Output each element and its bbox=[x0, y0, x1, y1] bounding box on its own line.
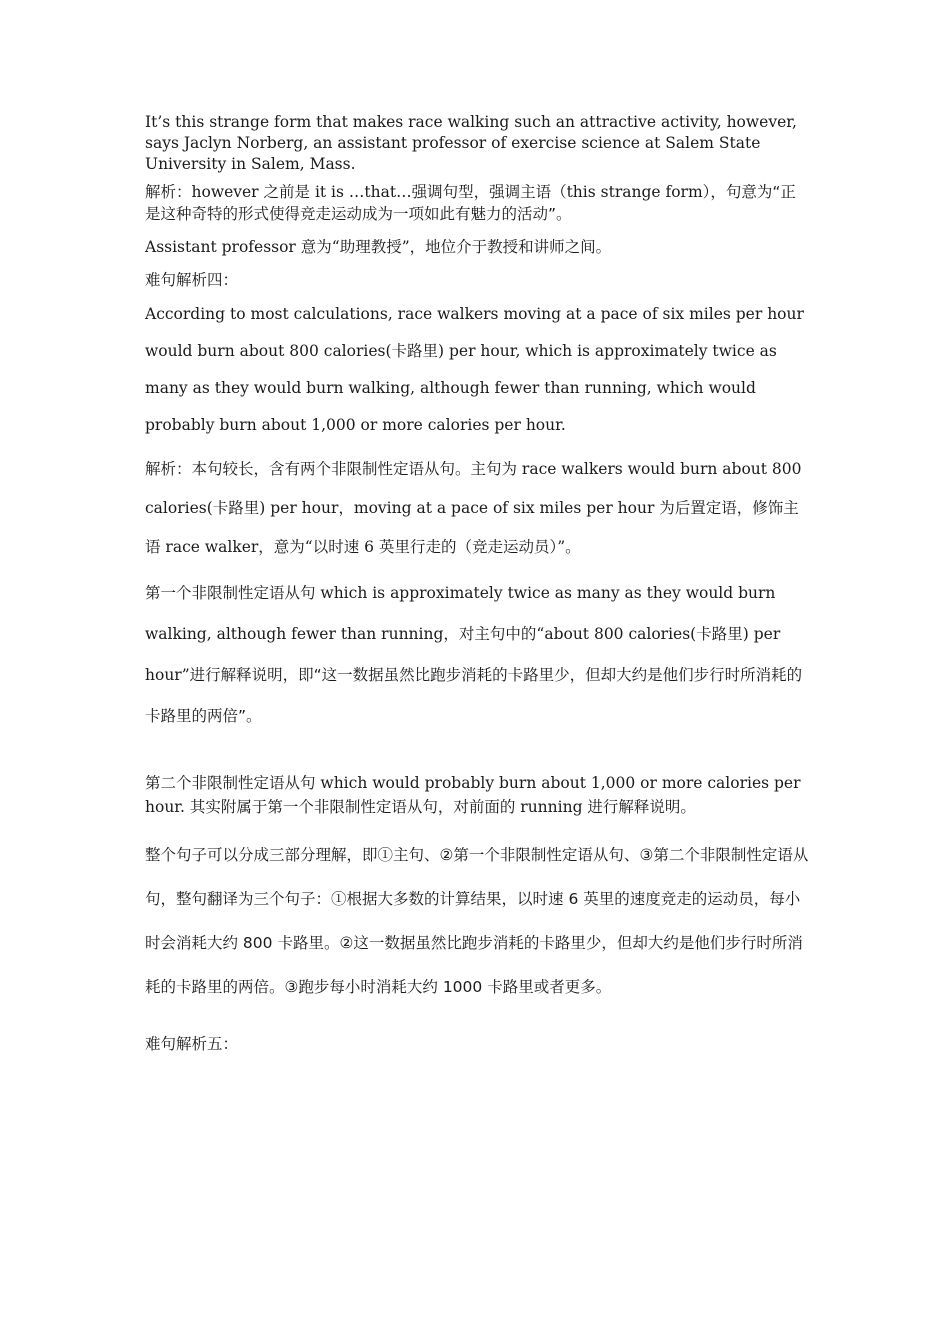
sentence-4-calorie-cn: 卡路里 bbox=[391, 342, 439, 360]
paragraph-source-sentence-3: It’s this strange form that makes race walking such an attractive activity, however, says Jaclyn Norberg, an assistant professor of exercise science at Salem State University in Salem, Mass. bbox=[145, 113, 797, 173]
summary-circled-3: ③ bbox=[639, 846, 654, 864]
heading-difficult-sentence-4: 难句解析四： bbox=[145, 271, 239, 289]
analysis-3-text: 解析：however 之前是 it is …that…强调句型，强调主语（this strange form），句意为 bbox=[145, 183, 773, 201]
sentence-4-part-a: According to most calculations, race walkers moving at a pace of six miles per hour would burn about 800 calories( bbox=[145, 305, 804, 360]
summary-circled-2: ② bbox=[439, 846, 454, 864]
clause-1-end: 。 bbox=[246, 707, 262, 725]
summary-translations: 根据大多数的计算结果，以时速 6 英里的速度竞走的运动员，每小时会消耗大约 800 卡路里。②这一数据虽然比跑步消耗的卡路里少，但却大约是他们步行时所消耗的卡路里的两倍。③跑步每小时消耗大约 1000 卡路里或者更多。 bbox=[145, 890, 803, 996]
summary-part-e: 第二个非限制性定语从句，整句翻译为三个句子：① bbox=[145, 846, 809, 908]
paragraph-analysis-3 bbox=[145, 181, 810, 225]
document-page bbox=[145, 112, 810, 1055]
paragraph-analysis-4-clause-2: 第二个非限制性定语从句 which would probably burn about 1,000 or more calories per hour. 其实附属于第一个非限制性定语从句，对前面的 running 进行解释说明。 bbox=[145, 774, 801, 816]
paragraph-vocab-note: Assistant professor 意为“助理教授”，地位介于教授和讲师之间。 bbox=[145, 238, 612, 256]
analysis-3-end: 。 bbox=[556, 205, 572, 223]
clause-1-part-a: 第一个非限制性定语从句 which is approximately twice as many as they would burn walking, although fewer than running，对主句中的“about 800 calories( bbox=[145, 584, 776, 643]
summary-part-c: 第一个非限制性定语从句、 bbox=[453, 846, 640, 864]
analysis-3-translation: “正是这种奇特的形式使得竞走运动成为一项如此有魅力的活动” bbox=[145, 183, 796, 223]
paragraph-analysis-4-summary bbox=[145, 833, 810, 1009]
summary-part-a: 整个句子可以分成三部分理解，即①主句、 bbox=[145, 846, 440, 864]
paragraph-source-sentence-4 bbox=[145, 296, 810, 444]
paragraph-analysis-4-clause-1 bbox=[145, 573, 810, 737]
analysis-4-calorie-cn: 卡路里 bbox=[212, 499, 260, 517]
clause-1-calorie-cn: 卡路里 bbox=[696, 625, 743, 643]
analysis-4-part-c: ) per hour，moving at a pace of six miles per hour 为后置定语，修饰主语 race walker，意为“以时速 6 英里行走的（竞走运动员）”。 bbox=[145, 499, 799, 556]
paragraph-analysis-4-main bbox=[145, 450, 810, 567]
analysis-4-part-a: 解析：本句较长，含有两个非限制性定语从句。主句为 race walkers would burn about 800 calories( bbox=[145, 460, 802, 517]
clause-1-translation: “这一数据虽然比跑步消耗的卡路里少，但却大约是他们步行时所消耗的卡路里的两倍” bbox=[145, 666, 803, 725]
sentence-4-part-c: ) per hour, which is approximately twice as many as they would burn walking, although fewer than running, which would probably burn about 1,000 or more calories per hour. bbox=[145, 342, 777, 434]
clause-1-part-c: ) per hour”进行解释说明，即 bbox=[145, 625, 781, 684]
heading-difficult-sentence-5: 难句解析五： bbox=[145, 1035, 239, 1053]
